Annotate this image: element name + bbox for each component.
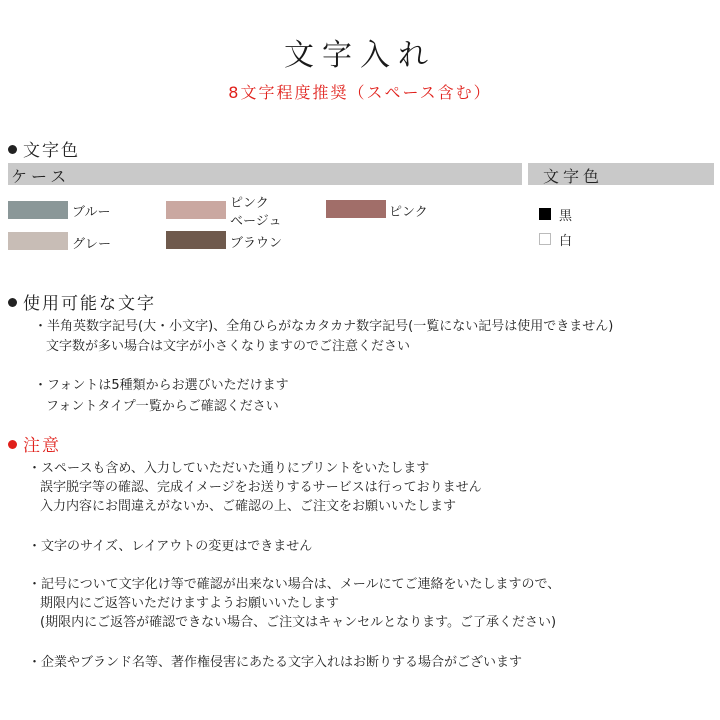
swatch-label-pink: ピンク <box>389 205 428 220</box>
text-color-header-label: 文字色 <box>543 167 604 186</box>
case-header-bar <box>8 163 522 185</box>
swatch-label-grey: グレー <box>72 237 112 252</box>
notes-line-4: ・文字のサイズ、レイアウトの変更はできません <box>28 539 313 554</box>
swatch-pink <box>326 200 386 218</box>
notes-line-1: ・スペースも含め、入力していただいた通りにプリントをいたします <box>28 461 430 476</box>
chars-line-3: ・フォントは5種類からお選びいただけます <box>34 378 289 393</box>
text-color-black-box <box>539 208 551 220</box>
swatch-grey <box>8 232 68 250</box>
chars-line-1: ・半角英数字記号(大・小文字)、全角ひらがなカタカナ数字記号(一覧にない記号は使用できません) <box>34 319 614 334</box>
section-heading-notes <box>8 431 61 456</box>
swatch-label-pink-beige-1: ピンク <box>230 196 269 211</box>
notes-line-5: ・記号について文字化け等で確認が出来ない場合は、メールにてご連絡をいたしますので、 <box>28 577 561 592</box>
notes-line-6: 期限内にご返答いただけますようお願いいたします <box>40 596 340 611</box>
chars-line-2: 文字数が多い場合は文字が小さくなりますのでご注意ください <box>46 339 411 354</box>
page-title: 文字入れ <box>284 38 436 73</box>
chars-line-4: フォントタイプ一覧からご確認ください <box>46 399 279 414</box>
notes-line-2: 誤字脱字等の確認、完成イメージをお送りするサービスは行っておりません <box>40 480 482 495</box>
case-header-label: ケース <box>11 167 71 186</box>
notes-line-3: 入力内容にお間違えがないか、ご確認の上、ご注文をお願いいたします <box>40 499 457 514</box>
bullet-icon <box>8 145 17 154</box>
bullet-icon <box>8 440 17 449</box>
swatch-blue <box>8 201 68 219</box>
swatch-label-blue: ブルー <box>72 205 111 220</box>
text-color-black-label: 黒 <box>559 209 573 224</box>
section-heading-chars <box>8 289 156 314</box>
swatch-pink-beige <box>166 201 226 219</box>
swatch-brown <box>166 231 226 249</box>
text-color-white-label: 白 <box>559 234 573 249</box>
swatch-label-pink-beige-2: ベージュ <box>230 214 282 229</box>
text-color-white-box <box>539 233 551 245</box>
notes-line-7: (期限内にご返答が確認できない場合、ご注文はキャンセルとなります。ご了承ください) <box>40 615 557 630</box>
bullet-icon <box>8 298 17 307</box>
section-heading-color <box>8 136 80 161</box>
page-subtitle: 8文字程度推奨（スペース含む） <box>228 83 492 102</box>
section-heading-label: 注意 <box>23 436 61 456</box>
notes-line-8: ・企業やブランド名等、著作権侵害にあたる文字入れはお断りする場合がございます <box>28 655 523 670</box>
section-heading-label: 使用可能な文字 <box>23 294 156 314</box>
section-heading-label: 文字色 <box>23 141 80 161</box>
swatch-label-brown: ブラウン <box>230 236 283 251</box>
